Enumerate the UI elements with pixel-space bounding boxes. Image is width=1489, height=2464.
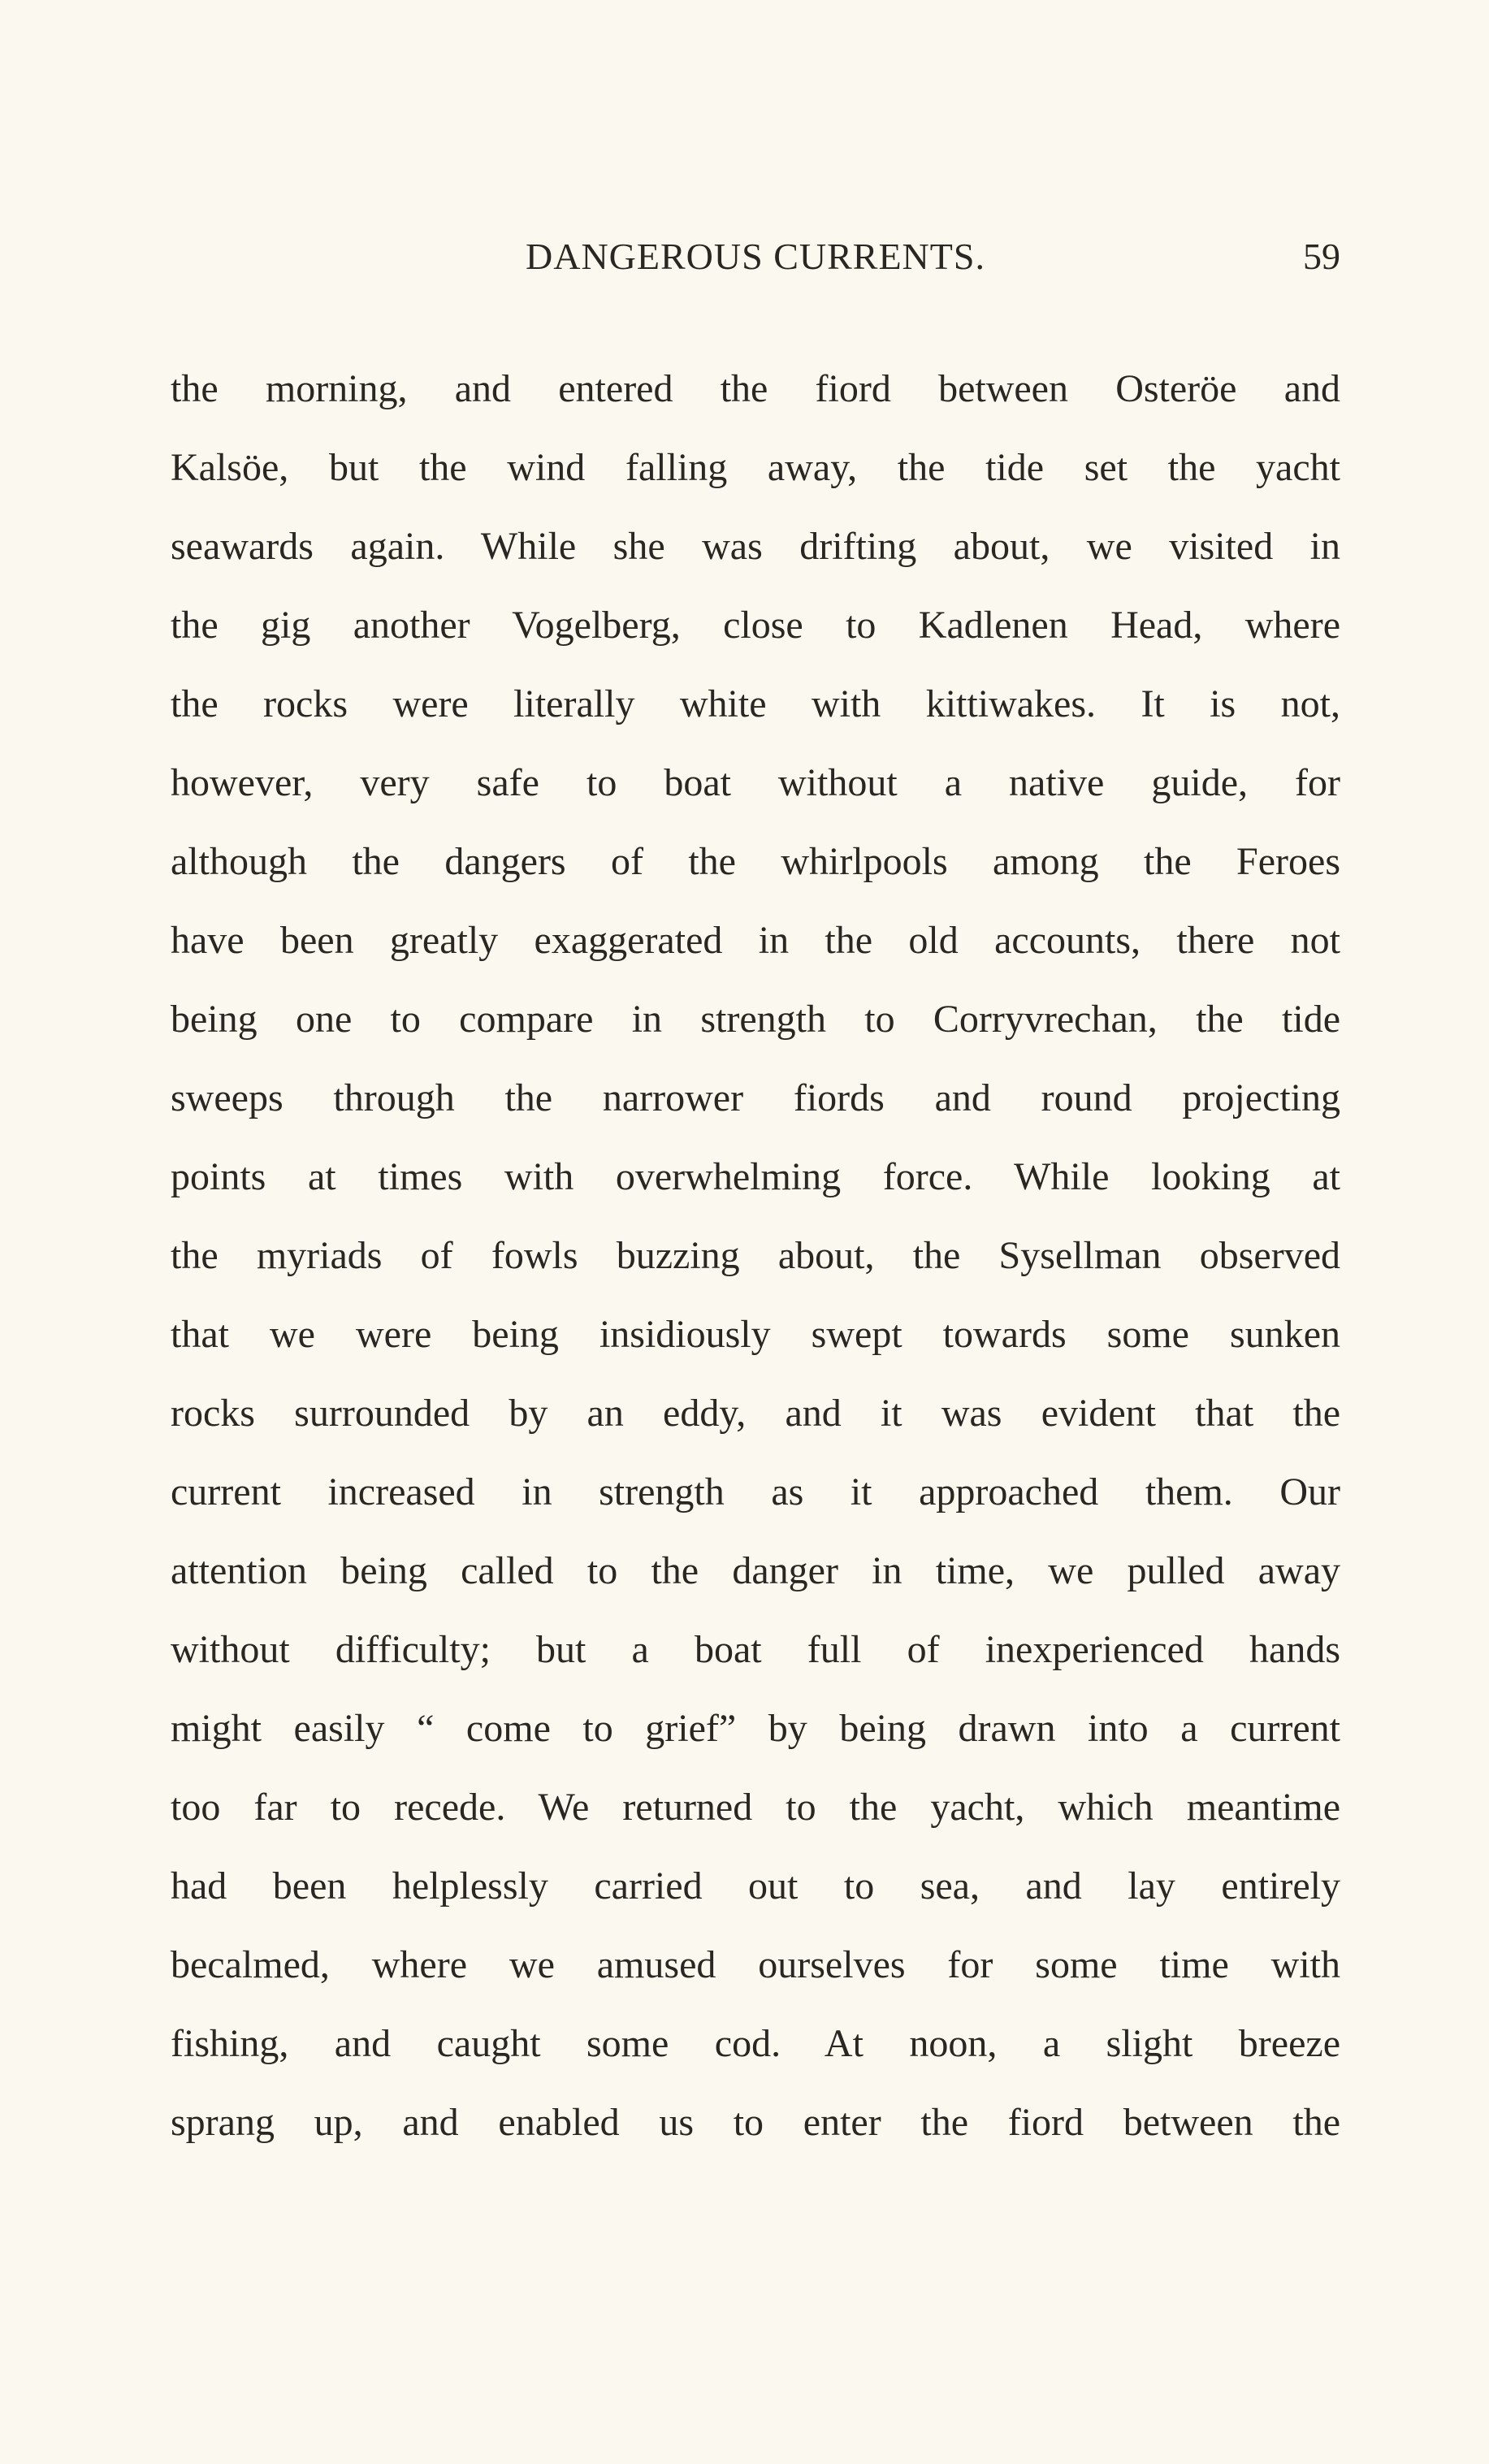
- text-line: points at times with overwhelming force. While looking at: [171, 1155, 1340, 1198]
- text-line: the rocks were literally white with kittiwakes. It is not,: [171, 682, 1340, 725]
- text-line: the myriads of fowls buzzing about, the Sysellman observed: [171, 1234, 1340, 1277]
- text-line: the gig another Vogelberg, close to Kadlenen Head, where: [171, 604, 1340, 647]
- text-line: although the dangers of the whirlpools among the Feroes: [171, 840, 1340, 883]
- text-line: too far to recede. We returned to the yacht, which meantime: [171, 1786, 1340, 1829]
- text-line: had been helplessly carried out to sea, and lay entirely: [171, 1864, 1340, 1908]
- running-title: DANGEROUS CURRENTS.: [526, 236, 985, 277]
- text-line: might easily “ come to grief” by being drawn into a current: [171, 1707, 1340, 1750]
- text-line: seawards again. While she was drifting about, we visited in: [171, 525, 1340, 568]
- text-line: however, very safe to boat without a native guide, for: [171, 761, 1340, 804]
- text-line: rocks surrounded by an eddy, and it was evident that the: [171, 1392, 1340, 1435]
- text-line: being one to compare in strength to Corryvrechan, the tide: [171, 998, 1340, 1041]
- text-line: Kalsöe, but the wind falling away, the tide set the yacht: [171, 446, 1340, 489]
- text-line: that we were being insidiously swept towards some sunken: [171, 1313, 1340, 1356]
- text-line: becalmed, where we amused ourselves for some time with: [171, 1943, 1340, 1986]
- running-head: [171, 224, 1340, 289]
- text-line: sprang up, and enabled us to enter the fiord between the: [171, 2101, 1340, 2144]
- page-number: 59: [1303, 236, 1340, 277]
- text-line: current increased in strength as it approached them. Our: [171, 1470, 1340, 1513]
- text-line: sweeps through the narrower fiords and round projecting: [171, 1076, 1340, 1119]
- body-text: [171, 349, 1340, 2162]
- text-line: the morning, and entered the fiord between Osteröe and: [171, 367, 1340, 410]
- text-line: have been greatly exaggerated in the old accounts, there not: [171, 919, 1340, 962]
- text-line: attention being called to the danger in time, we pulled away: [171, 1549, 1340, 1592]
- text-line: without difficulty; but a boat full of inexperienced hands: [171, 1628, 1340, 1671]
- text-line: fishing, and caught some cod. At noon, a slight breeze: [171, 2022, 1340, 2065]
